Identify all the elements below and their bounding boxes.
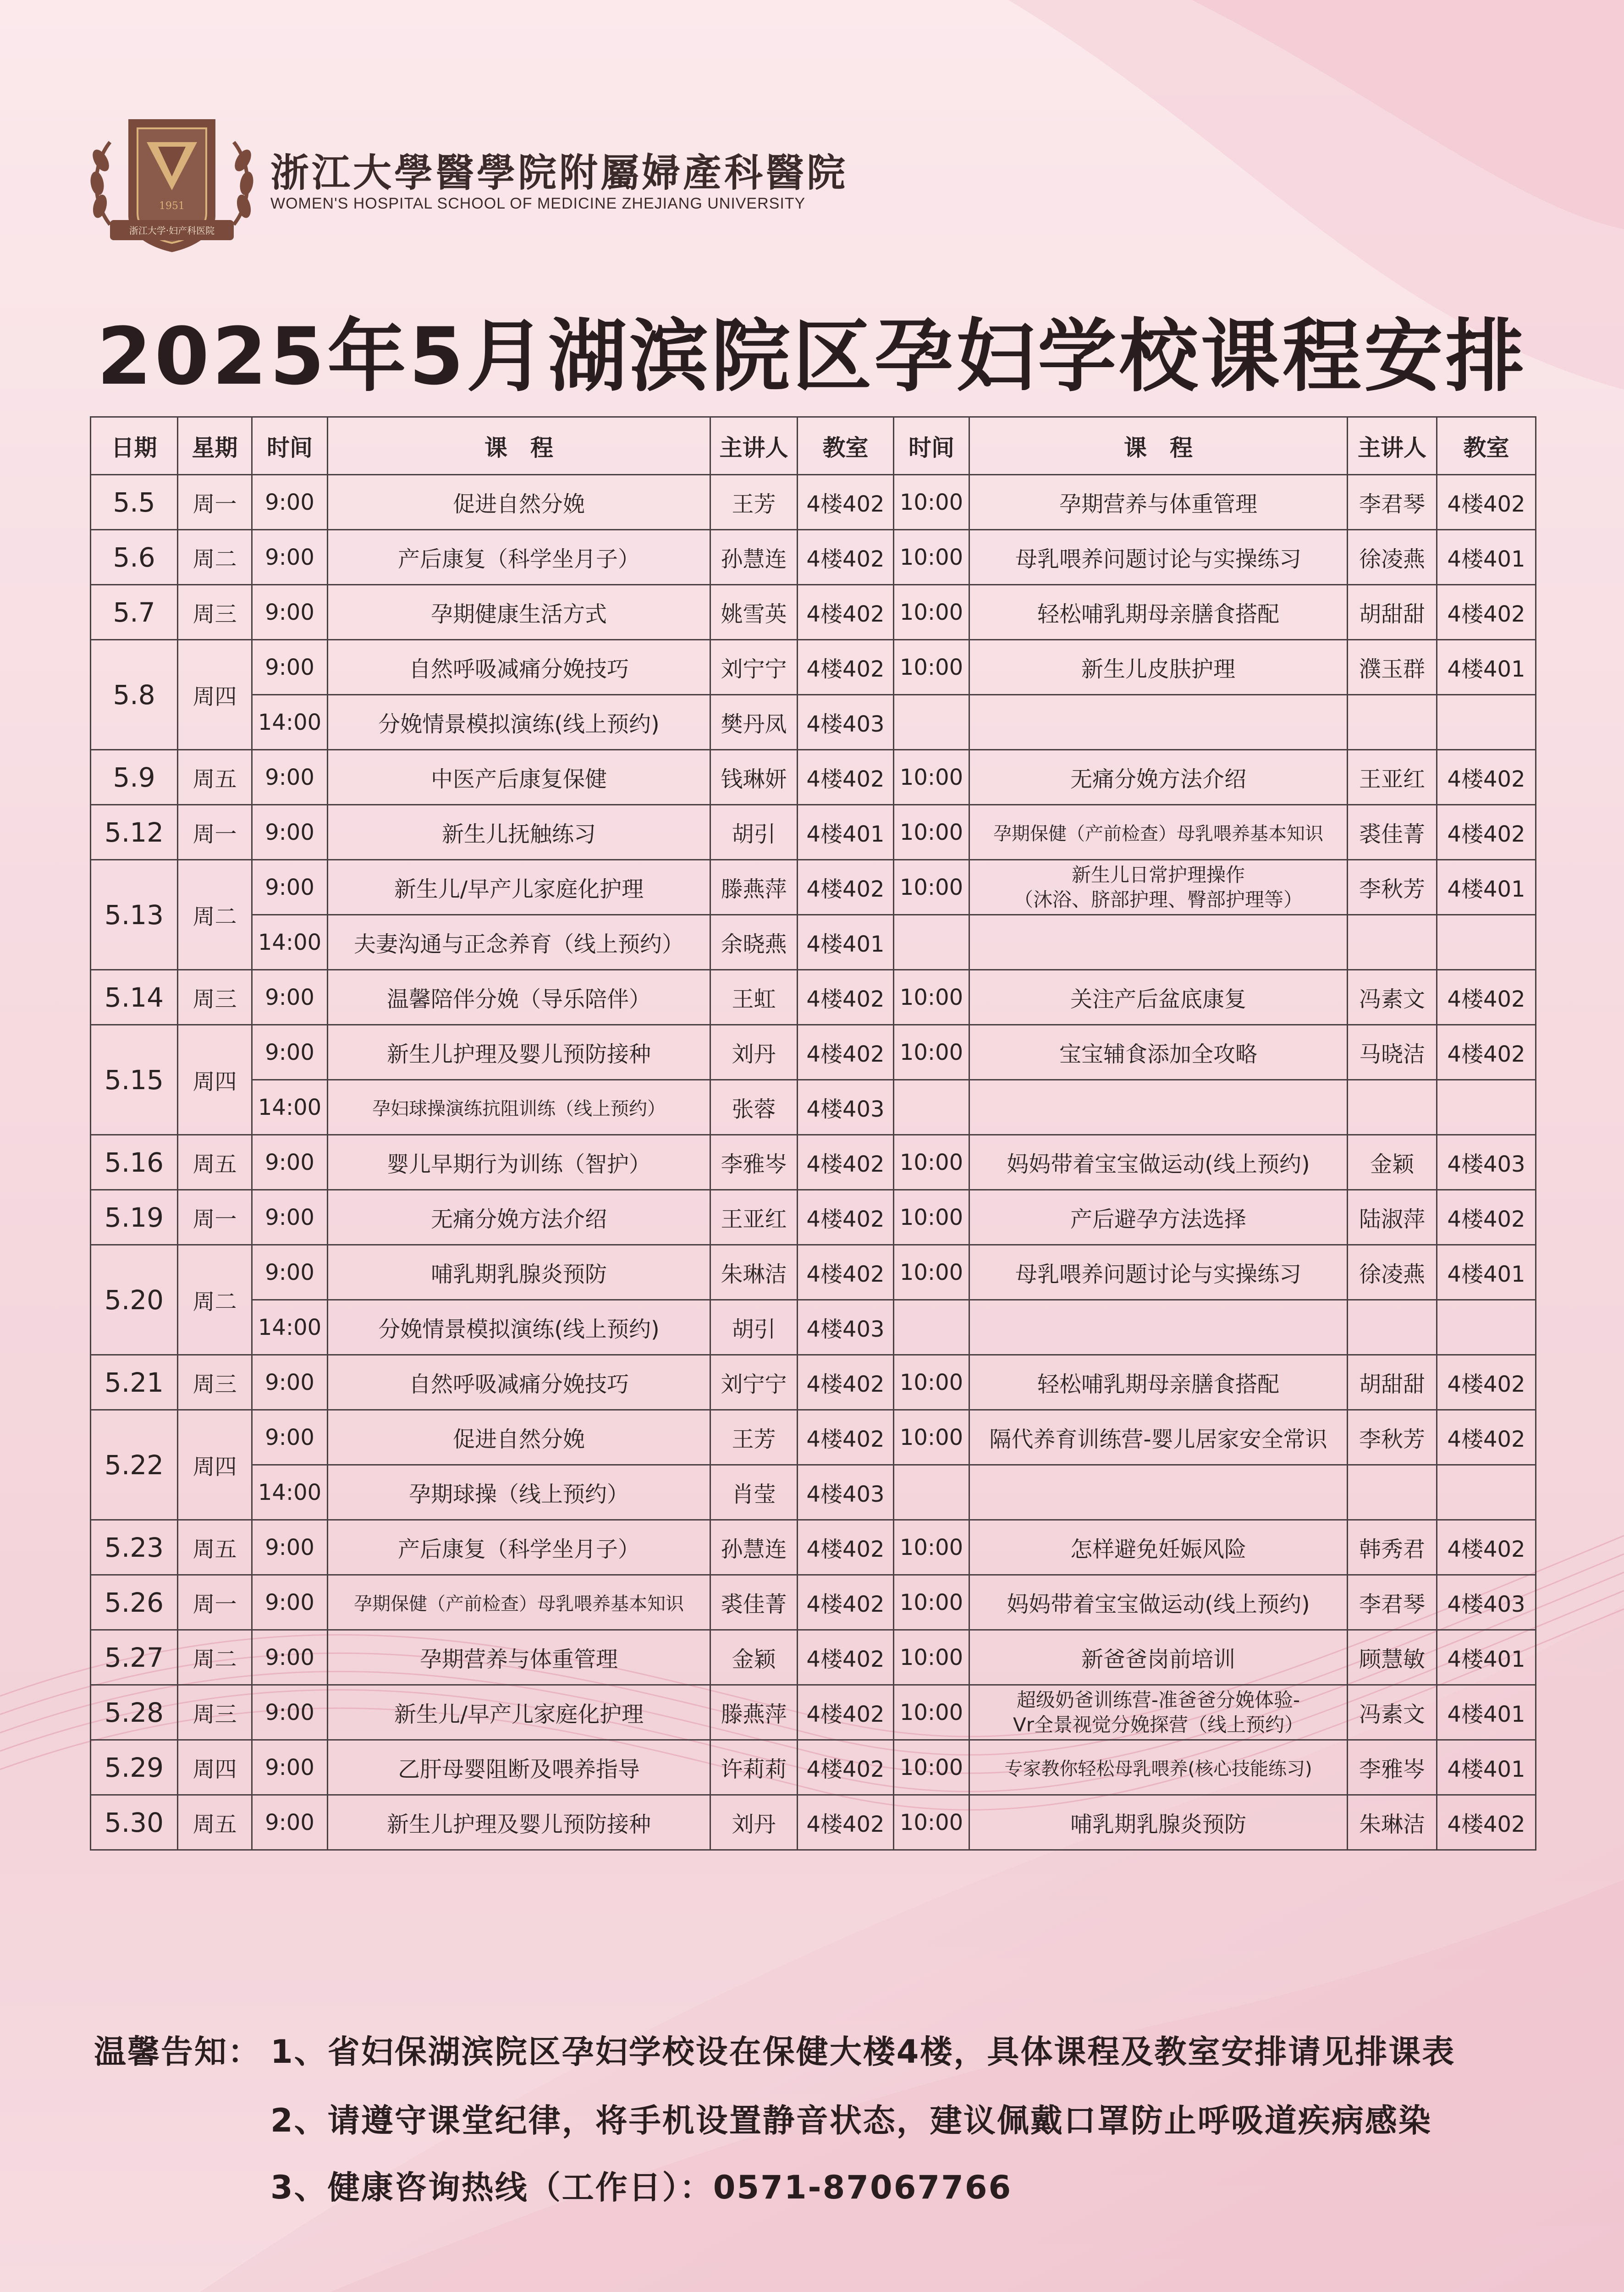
room-cell: 4楼402 bbox=[798, 640, 894, 695]
course-cell: 促进自然分娩 bbox=[328, 475, 710, 530]
weekday-cell: 周二 bbox=[178, 530, 252, 585]
table-row bbox=[91, 1080, 1536, 1135]
lecturer-cell: 李雅岑 bbox=[1348, 1740, 1437, 1795]
course-title: 超级奶爸训练营-准爸爸分娩体验- bbox=[1016, 1688, 1300, 1711]
room-cell: 4楼401 bbox=[1437, 1245, 1536, 1300]
time-cell: 10:00 bbox=[894, 1685, 969, 1740]
room-cell: 4楼403 bbox=[1437, 1575, 1536, 1630]
time-cell: 9:00 bbox=[252, 1575, 328, 1630]
lecturer-cell: 王芳 bbox=[710, 1410, 798, 1465]
table-row bbox=[91, 1795, 1536, 1850]
hospital-name-en: WOMEN'S HOSPITAL SCHOOL OF MEDICINE ZHEJIANG UNIVERSITY bbox=[270, 195, 806, 212]
header-course-1: 课 程 bbox=[328, 417, 710, 475]
time-cell: 9:00 bbox=[252, 530, 328, 585]
hospital-header bbox=[78, 110, 848, 257]
room-cell: 4楼402 bbox=[798, 1135, 894, 1190]
course-cell: 婴儿早期行为训练（智护） bbox=[328, 1135, 710, 1190]
time-cell: 10:00 bbox=[894, 750, 969, 805]
room-cell: 4楼402 bbox=[798, 970, 894, 1025]
date-cell: 5.12 bbox=[91, 805, 178, 860]
date-cell: 5.6 bbox=[91, 530, 178, 585]
time-cell: 9:00 bbox=[252, 750, 328, 805]
notice-label: 温馨告知： bbox=[94, 2033, 261, 2071]
date-cell: 5.29 bbox=[91, 1740, 178, 1795]
course-cell: 孕期球操（线上预约） bbox=[328, 1465, 710, 1520]
room-cell bbox=[1437, 695, 1536, 750]
course-cell: 自然呼吸减痛分娩技巧 bbox=[328, 640, 710, 695]
time-cell: 9:00 bbox=[252, 1685, 328, 1740]
room-cell: 4楼403 bbox=[1437, 1135, 1536, 1190]
lecturer-cell: 胡甜甜 bbox=[1348, 585, 1437, 640]
header-lecturer-1: 主讲人 bbox=[710, 417, 798, 475]
room-cell: 4楼403 bbox=[798, 1465, 894, 1520]
room-cell: 4楼403 bbox=[798, 1080, 894, 1135]
lecturer-cell: 王虹 bbox=[710, 970, 798, 1025]
course-cell: 妈妈带着宝宝做运动(线上预约) bbox=[969, 1575, 1348, 1630]
time-cell: 14:00 bbox=[252, 1080, 328, 1135]
lecturer-cell: 李君琴 bbox=[1348, 1575, 1437, 1630]
table-row bbox=[91, 585, 1536, 640]
table-row bbox=[91, 1520, 1536, 1575]
table-row bbox=[91, 1465, 1536, 1520]
time-cell: 9:00 bbox=[252, 1630, 328, 1685]
time-cell: 10:00 bbox=[894, 1520, 969, 1575]
course-cell bbox=[969, 1300, 1348, 1355]
room-cell bbox=[1437, 1300, 1536, 1355]
time-cell: 10:00 bbox=[894, 1245, 969, 1300]
course-cell: 妈妈带着宝宝做运动(线上预约) bbox=[969, 1135, 1348, 1190]
date-cell: 5.14 bbox=[91, 970, 178, 1025]
lecturer-cell: 王亚红 bbox=[710, 1190, 798, 1245]
course-cell: 隔代养育训练营-婴儿居家安全常识 bbox=[969, 1410, 1348, 1465]
room-cell: 4楼402 bbox=[798, 1025, 894, 1080]
course-cell: 分娩情景模拟演练(线上预约) bbox=[328, 695, 710, 750]
lecturer-cell: 刘宁宁 bbox=[710, 1355, 798, 1410]
lecturer-cell: 李秋芳 bbox=[1348, 860, 1437, 915]
header-room-1: 教室 bbox=[798, 417, 894, 475]
time-cell: 9:00 bbox=[252, 1245, 328, 1300]
course-cell bbox=[969, 915, 1348, 970]
course-cell: 孕妇球操演练抗阻训练（线上预约） bbox=[328, 1080, 710, 1135]
room-cell: 4楼402 bbox=[798, 1575, 894, 1630]
date-cell: 5.27 bbox=[91, 1630, 178, 1685]
room-cell: 4楼402 bbox=[798, 1520, 894, 1575]
room-cell: 4楼402 bbox=[1437, 585, 1536, 640]
course-cell: 分娩情景模拟演练(线上预约) bbox=[328, 1300, 710, 1355]
time-cell: 9:00 bbox=[252, 860, 328, 915]
course-title: 新生儿日常护理操作 bbox=[1071, 863, 1245, 886]
course-cell: 轻松哺乳期母亲膳食搭配 bbox=[969, 585, 1348, 640]
room-cell: 4楼402 bbox=[1437, 1025, 1536, 1080]
time-cell: 9:00 bbox=[252, 585, 328, 640]
weekday-cell: 周五 bbox=[178, 1520, 252, 1575]
weekday-cell: 周一 bbox=[178, 805, 252, 860]
time-cell: 9:00 bbox=[252, 1135, 328, 1190]
lecturer-cell: 李秋芳 bbox=[1348, 1410, 1437, 1465]
table-row bbox=[91, 750, 1536, 805]
lecturer-cell: 滕燕萍 bbox=[710, 1685, 798, 1740]
time-cell: 14:00 bbox=[252, 695, 328, 750]
room-cell: 4楼401 bbox=[1437, 1740, 1536, 1795]
time-cell bbox=[894, 915, 969, 970]
table-row bbox=[91, 640, 1536, 695]
weekday-cell: 周四 bbox=[178, 1410, 252, 1520]
room-cell: 4楼402 bbox=[1437, 805, 1536, 860]
lecturer-cell bbox=[1348, 1300, 1437, 1355]
header-date: 日期 bbox=[91, 417, 178, 475]
date-cell: 5.21 bbox=[91, 1355, 178, 1410]
lecturer-cell: 滕燕萍 bbox=[710, 860, 798, 915]
table-row bbox=[91, 1740, 1536, 1795]
lecturer-cell: 陆淑萍 bbox=[1348, 1190, 1437, 1245]
schedule-body bbox=[91, 475, 1536, 1850]
date-cell: 5.22 bbox=[91, 1410, 178, 1520]
course-cell: 新生儿抚触练习 bbox=[328, 805, 710, 860]
time-cell: 10:00 bbox=[894, 1135, 969, 1190]
time-cell: 9:00 bbox=[252, 1190, 328, 1245]
weekday-cell: 周三 bbox=[178, 1685, 252, 1740]
time-cell bbox=[894, 1080, 969, 1135]
table-row bbox=[91, 1025, 1536, 1080]
course-cell: 新生儿/早产儿家庭化护理 bbox=[328, 860, 710, 915]
table-row bbox=[91, 1300, 1536, 1355]
room-cell: 4楼402 bbox=[798, 1410, 894, 1465]
room-cell: 4楼402 bbox=[1437, 1190, 1536, 1245]
table-row bbox=[91, 475, 1536, 530]
date-cell: 5.15 bbox=[91, 1025, 178, 1135]
lecturer-cell: 李君琴 bbox=[1348, 475, 1437, 530]
table-row bbox=[91, 805, 1536, 860]
room-cell: 4楼401 bbox=[1437, 1685, 1536, 1740]
header-time-1: 时间 bbox=[252, 417, 328, 475]
table-row bbox=[91, 860, 1536, 915]
date-cell: 5.28 bbox=[91, 1685, 178, 1740]
time-cell: 10:00 bbox=[894, 1190, 969, 1245]
course-cell: 怎样避免妊娠风险 bbox=[969, 1520, 1348, 1575]
course-cell bbox=[969, 1465, 1348, 1520]
lecturer-cell: 韩秀君 bbox=[1348, 1520, 1437, 1575]
course-cell: 轻松哺乳期母亲膳食搭配 bbox=[969, 1355, 1348, 1410]
weekday-cell: 周四 bbox=[178, 640, 252, 750]
time-cell: 9:00 bbox=[252, 1355, 328, 1410]
table-row bbox=[91, 1245, 1536, 1300]
course-cell bbox=[969, 1080, 1348, 1135]
time-cell bbox=[894, 695, 969, 750]
room-cell: 4楼401 bbox=[798, 805, 894, 860]
weekday-cell: 周五 bbox=[178, 1795, 252, 1850]
header-lecturer-2: 主讲人 bbox=[1348, 417, 1437, 475]
course-cell: 无痛分娩方法介绍 bbox=[328, 1190, 710, 1245]
time-cell: 10:00 bbox=[894, 475, 969, 530]
lecturer-cell: 姚雪英 bbox=[710, 585, 798, 640]
room-cell: 4楼403 bbox=[798, 695, 894, 750]
notice-item-3: 3、健康咨询热线（工作日）：0571-87067766 bbox=[270, 2169, 1013, 2206]
room-cell: 4楼402 bbox=[798, 1245, 894, 1300]
course-cell: 产后避孕方法选择 bbox=[969, 1190, 1348, 1245]
room-cell: 4楼401 bbox=[1437, 530, 1536, 585]
notice-item-2: 2、请遵守课堂纪律，将手机设置静音状态，建议佩戴口罩防止呼吸道疾病感染 bbox=[270, 2102, 1432, 2139]
course-subtitle: （沐浴、脐部护理、臀部护理等） bbox=[1013, 888, 1303, 911]
course-cell: 关注产后盆底康复 bbox=[969, 970, 1348, 1025]
course-cell: 产后康复（科学坐月子） bbox=[328, 530, 710, 585]
lecturer-cell bbox=[1348, 1080, 1437, 1135]
room-cell: 4楼401 bbox=[1437, 860, 1536, 915]
course-cell bbox=[969, 695, 1348, 750]
lecturer-cell: 肖莹 bbox=[710, 1465, 798, 1520]
course-cell: 孕期健康生活方式 bbox=[328, 585, 710, 640]
course-cell: 夫妻沟通与正念养育（线上预约） bbox=[328, 915, 710, 970]
time-cell: 9:00 bbox=[252, 475, 328, 530]
table-row bbox=[91, 1190, 1536, 1245]
time-cell: 10:00 bbox=[894, 1795, 969, 1850]
room-cell: 4楼401 bbox=[1437, 1630, 1536, 1685]
date-cell: 5.23 bbox=[91, 1520, 178, 1575]
table-header-row bbox=[91, 417, 1536, 475]
weekday-cell: 周二 bbox=[178, 1630, 252, 1685]
course-cell: 新生儿护理及婴儿预防接种 bbox=[328, 1025, 710, 1080]
course-cell: 母乳喂养问题讨论与实操练习 bbox=[969, 530, 1348, 585]
course-cell: 新爸爸岗前培训 bbox=[969, 1630, 1348, 1685]
weekday-cell: 周二 bbox=[178, 860, 252, 970]
notice-item-1: 1、省妇保湖滨院区孕妇学校设在保健大楼4楼，具体课程及教室安排请见排课表 bbox=[270, 2033, 1456, 2071]
lecturer-cell: 王亚红 bbox=[1348, 750, 1437, 805]
course-cell: 孕期营养与体重管理 bbox=[969, 475, 1348, 530]
table-row bbox=[91, 695, 1536, 750]
lecturer-cell: 濮玉群 bbox=[1348, 640, 1437, 695]
header-weekday: 星期 bbox=[178, 417, 252, 475]
room-cell: 4楼402 bbox=[1437, 475, 1536, 530]
course-cell: 产后康复（科学坐月子） bbox=[328, 1520, 710, 1575]
lecturer-cell: 顾慧敏 bbox=[1348, 1630, 1437, 1685]
time-cell: 9:00 bbox=[252, 1520, 328, 1575]
time-cell: 14:00 bbox=[252, 1300, 328, 1355]
room-cell: 4楼403 bbox=[798, 1300, 894, 1355]
time-cell: 9:00 bbox=[252, 640, 328, 695]
weekday-cell: 周五 bbox=[178, 750, 252, 805]
lecturer-cell: 朱琳洁 bbox=[710, 1245, 798, 1300]
time-cell: 9:00 bbox=[252, 1740, 328, 1795]
weekday-cell: 周三 bbox=[178, 970, 252, 1025]
date-cell: 5.8 bbox=[91, 640, 178, 750]
room-cell: 4楼402 bbox=[798, 860, 894, 915]
lecturer-cell: 徐凌燕 bbox=[1348, 530, 1437, 585]
weekday-cell: 周三 bbox=[178, 585, 252, 640]
course-cell: 孕期保健（产前检查）母乳喂养基本知识 bbox=[328, 1575, 710, 1630]
lecturer-cell bbox=[1348, 695, 1437, 750]
date-cell: 5.7 bbox=[91, 585, 178, 640]
table-row bbox=[91, 530, 1536, 585]
date-cell: 5.19 bbox=[91, 1190, 178, 1245]
header-time-2: 时间 bbox=[894, 417, 969, 475]
room-cell: 4楼402 bbox=[1437, 1795, 1536, 1850]
time-cell: 10:00 bbox=[894, 860, 969, 915]
lecturer-cell bbox=[1348, 915, 1437, 970]
course-subtitle: Vr全景视觉分娩探营（线上预约） bbox=[1013, 1713, 1304, 1736]
time-cell: 14:00 bbox=[252, 1465, 328, 1520]
course-cell: 新生儿/早产儿家庭化护理 bbox=[328, 1685, 710, 1740]
room-cell: 4楼402 bbox=[1437, 1355, 1536, 1410]
lecturer-cell: 冯素文 bbox=[1348, 1685, 1437, 1740]
course-cell: 孕期营养与体重管理 bbox=[328, 1630, 710, 1685]
time-cell: 10:00 bbox=[894, 585, 969, 640]
date-cell: 5.9 bbox=[91, 750, 178, 805]
date-cell: 5.30 bbox=[91, 1795, 178, 1850]
time-cell: 9:00 bbox=[252, 805, 328, 860]
room-cell: 4楼402 bbox=[798, 1355, 894, 1410]
lecturer-cell bbox=[1348, 1465, 1437, 1520]
course-cell: 新生儿皮肤护理 bbox=[969, 640, 1348, 695]
time-cell: 9:00 bbox=[252, 1410, 328, 1465]
lecturer-cell: 胡甜甜 bbox=[1348, 1355, 1437, 1410]
weekday-cell: 周五 bbox=[178, 1135, 252, 1190]
time-cell: 10:00 bbox=[894, 970, 969, 1025]
time-cell bbox=[894, 1300, 969, 1355]
lecturer-cell: 孙慧连 bbox=[710, 1520, 798, 1575]
lecturer-cell: 钱琳妍 bbox=[710, 750, 798, 805]
weekday-cell: 周一 bbox=[178, 1575, 252, 1630]
course-cell: 母乳喂养问题讨论与实操练习 bbox=[969, 1245, 1348, 1300]
lecturer-cell: 金颖 bbox=[710, 1630, 798, 1685]
hospital-name-cn: 浙江大學醫學院附屬婦產科醫院 bbox=[270, 150, 848, 195]
table-row bbox=[91, 1685, 1536, 1740]
course-cell: 无痛分娩方法介绍 bbox=[969, 750, 1348, 805]
time-cell: 9:00 bbox=[252, 1025, 328, 1080]
logo-year: 1951 bbox=[159, 200, 185, 212]
course-cell: 宝宝辅食添加全攻略 bbox=[969, 1025, 1348, 1080]
room-cell: 4楼401 bbox=[798, 915, 894, 970]
course-cell: 乙肝母婴阻断及喂养指导 bbox=[328, 1740, 710, 1795]
lecturer-cell: 李雅岑 bbox=[710, 1135, 798, 1190]
room-cell: 4楼402 bbox=[798, 1685, 894, 1740]
page-title: 2025年5月湖滨院区孕妇学校课程安排 bbox=[97, 310, 1527, 402]
schedule-table bbox=[90, 416, 1536, 1851]
table-row bbox=[91, 915, 1536, 970]
time-cell: 10:00 bbox=[894, 1575, 969, 1630]
date-cell: 5.26 bbox=[91, 1575, 178, 1630]
time-cell: 10:00 bbox=[894, 640, 969, 695]
room-cell: 4楼402 bbox=[798, 1795, 894, 1850]
lecturer-cell: 胡引 bbox=[710, 1300, 798, 1355]
lecturer-cell: 裘佳菁 bbox=[1348, 805, 1437, 860]
table-row bbox=[91, 1630, 1536, 1685]
room-cell bbox=[1437, 1080, 1536, 1135]
course-cell: 哺乳期乳腺炎预防 bbox=[969, 1795, 1348, 1850]
weekday-cell: 周二 bbox=[178, 1245, 252, 1355]
lecturer-cell: 刘宁宁 bbox=[710, 640, 798, 695]
lecturer-cell: 冯素文 bbox=[1348, 970, 1437, 1025]
course-cell: 专家教你轻松母乳喂养(核心技能练习) bbox=[969, 1740, 1348, 1795]
date-cell: 5.16 bbox=[91, 1135, 178, 1190]
course-cell: 孕期保健（产前检查）母乳喂养基本知识 bbox=[969, 805, 1348, 860]
room-cell: 4楼402 bbox=[798, 1740, 894, 1795]
room-cell: 4楼402 bbox=[1437, 1520, 1536, 1575]
lecturer-cell: 孙慧连 bbox=[710, 530, 798, 585]
room-cell: 4楼402 bbox=[798, 1630, 894, 1685]
weekday-cell: 周一 bbox=[178, 475, 252, 530]
time-cell: 10:00 bbox=[894, 1355, 969, 1410]
lecturer-cell: 刘丹 bbox=[710, 1025, 798, 1080]
room-cell bbox=[1437, 915, 1536, 970]
logo-ribbon-text: 浙江大学·妇产科医院 bbox=[129, 225, 215, 236]
header-room-2: 教室 bbox=[1437, 417, 1536, 475]
date-cell: 5.5 bbox=[91, 475, 178, 530]
weekday-cell: 周四 bbox=[178, 1025, 252, 1135]
course-cell: 新生儿护理及婴儿预防接种 bbox=[328, 1795, 710, 1850]
time-cell: 10:00 bbox=[894, 1025, 969, 1080]
lecturer-cell: 徐凌燕 bbox=[1348, 1245, 1437, 1300]
weekday-cell: 周四 bbox=[178, 1740, 252, 1795]
room-cell: 4楼402 bbox=[798, 475, 894, 530]
course-cell: 中医产后康复保健 bbox=[328, 750, 710, 805]
lecturer-cell: 金颖 bbox=[1348, 1135, 1437, 1190]
table-row bbox=[91, 1135, 1536, 1190]
room-cell: 4楼402 bbox=[798, 530, 894, 585]
lecturer-cell: 余晓燕 bbox=[710, 915, 798, 970]
lecturer-cell: 许莉莉 bbox=[710, 1740, 798, 1795]
date-cell: 5.13 bbox=[91, 860, 178, 970]
lecturer-cell: 张蓉 bbox=[710, 1080, 798, 1135]
course-cell: 温馨陪伴分娩（导乐陪伴） bbox=[328, 970, 710, 1025]
time-cell: 9:00 bbox=[252, 970, 328, 1025]
date-cell: 5.20 bbox=[91, 1245, 178, 1355]
weekday-cell: 周一 bbox=[178, 1190, 252, 1245]
room-cell: 4楼402 bbox=[1437, 750, 1536, 805]
room-cell: 4楼402 bbox=[1437, 1410, 1536, 1465]
lecturer-cell: 王芳 bbox=[710, 475, 798, 530]
lecturer-cell: 裘佳菁 bbox=[710, 1575, 798, 1630]
table-row bbox=[91, 1410, 1536, 1465]
weekday-cell: 周三 bbox=[178, 1355, 252, 1410]
room-cell bbox=[1437, 1465, 1536, 1520]
table-row bbox=[91, 1355, 1536, 1410]
time-cell: 10:00 bbox=[894, 1740, 969, 1795]
lecturer-cell: 朱琳洁 bbox=[1348, 1795, 1437, 1850]
time-cell: 10:00 bbox=[894, 1630, 969, 1685]
table-row bbox=[91, 1575, 1536, 1630]
time-cell: 10:00 bbox=[894, 805, 969, 860]
lecturer-cell: 马晓洁 bbox=[1348, 1025, 1437, 1080]
course-cell bbox=[969, 860, 1348, 915]
course-cell: 促进自然分娩 bbox=[328, 1410, 710, 1465]
room-cell: 4楼402 bbox=[798, 585, 894, 640]
table-row bbox=[91, 970, 1536, 1025]
time-cell: 9:00 bbox=[252, 1795, 328, 1850]
course-cell: 自然呼吸减痛分娩技巧 bbox=[328, 1355, 710, 1410]
hospital-logo bbox=[83, 110, 261, 257]
course-cell bbox=[969, 1685, 1348, 1740]
lecturer-cell: 刘丹 bbox=[710, 1795, 798, 1850]
course-cell: 哺乳期乳腺炎预防 bbox=[328, 1245, 710, 1300]
room-cell: 4楼402 bbox=[798, 1190, 894, 1245]
time-cell: 14:00 bbox=[252, 915, 328, 970]
lecturer-cell: 樊丹凤 bbox=[710, 695, 798, 750]
room-cell: 4楼402 bbox=[798, 750, 894, 805]
room-cell: 4楼401 bbox=[1437, 640, 1536, 695]
room-cell: 4楼402 bbox=[1437, 970, 1536, 1025]
time-cell bbox=[894, 1465, 969, 1520]
time-cell: 10:00 bbox=[894, 1410, 969, 1465]
header-course-2: 课 程 bbox=[969, 417, 1348, 475]
time-cell: 10:00 bbox=[894, 530, 969, 585]
lecturer-cell: 胡引 bbox=[710, 805, 798, 860]
